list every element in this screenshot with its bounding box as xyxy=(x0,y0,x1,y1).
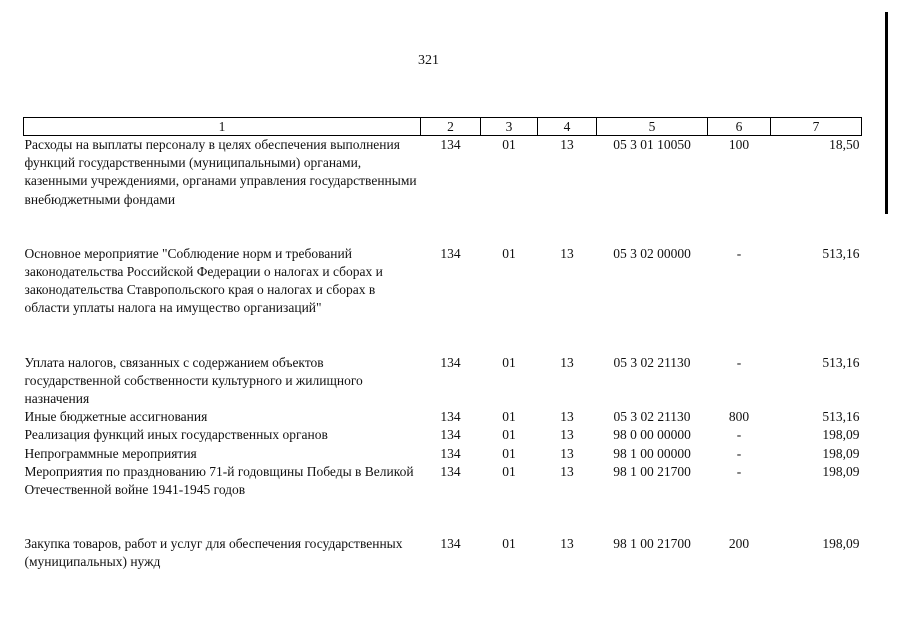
header-col-3: 3 xyxy=(481,118,538,136)
row-col-5: 05 3 02 21130 xyxy=(613,354,691,370)
row-col-4: 13 xyxy=(560,463,574,479)
header-col-5: 5 xyxy=(597,118,708,136)
page-number: 321 xyxy=(418,53,439,68)
row-col-5: 05 3 01 10050 xyxy=(613,137,691,152)
row-col-3: 01 xyxy=(502,463,516,479)
row-name: Непрограммные мероприятия xyxy=(24,445,197,461)
row-col-6: - xyxy=(736,354,742,370)
header-col-1: 1 xyxy=(24,118,421,136)
row-col-2: 134 xyxy=(440,245,461,261)
row-col-4: 13 xyxy=(560,245,574,261)
row-col-6: - xyxy=(736,445,742,461)
row-name: Основное мероприятие "Соблюдение норм и требований законодательства Российской Федерации о налогах и сборах и законодательства Ставропольского края о налогах и сборах в области уплаты налога на имущество организаций" xyxy=(24,245,383,316)
row-col-4: 13 xyxy=(560,137,574,152)
row-col-6: - xyxy=(736,245,742,261)
row-col-7: 18,50 xyxy=(829,137,860,152)
row-col-2: 134 xyxy=(440,354,461,370)
row-name: Мероприятия по празднованию 71-й годовщины Победы в Великой Отечественной войне 1941-1945 годов xyxy=(24,463,414,498)
row-name: Расходы на выплаты персоналу в целях обеспечения выполнения функций государственными (муниципальными) органами, казенными учреждениями, органами управления государственными внебюджетными фондами xyxy=(24,137,417,207)
header-row xyxy=(24,118,862,136)
table-body xyxy=(24,136,862,572)
header-col-7: 7 xyxy=(771,118,862,136)
row-name: Иные бюджетные ассигнования xyxy=(24,409,208,425)
row-col-4: 13 xyxy=(560,409,574,425)
row-col-3: 01 xyxy=(502,409,516,425)
row-col-4: 13 xyxy=(560,427,574,443)
scan-edge-bar xyxy=(885,12,888,214)
row-col-6: - xyxy=(736,463,742,479)
row-col-2: 134 xyxy=(440,445,461,461)
row-col-6: - xyxy=(736,427,742,443)
row-col-2: 134 xyxy=(440,137,461,152)
row-col-7: 513,16 xyxy=(822,245,860,261)
table-row xyxy=(24,354,862,409)
row-col-3: 01 xyxy=(502,245,516,261)
table-row xyxy=(24,535,862,571)
row-col-6: 800 xyxy=(728,409,750,425)
row-col-2: 134 xyxy=(440,409,461,425)
row-col-6: 200 xyxy=(728,536,750,552)
row-col-2: 134 xyxy=(440,536,461,552)
row-col-2: 134 xyxy=(440,427,461,443)
row-col-7: 513,16 xyxy=(822,409,860,425)
row-col-7: 513,16 xyxy=(822,354,860,370)
row-col-5: 98 1 00 00000 xyxy=(613,445,691,461)
table-row xyxy=(24,426,862,444)
row-col-7: 198,09 xyxy=(822,463,860,479)
row-col-3: 01 xyxy=(502,137,516,152)
row-col-3: 01 xyxy=(502,427,516,443)
row-col-6: 100 xyxy=(728,137,750,152)
budget-table xyxy=(23,117,862,572)
table-header xyxy=(24,118,862,136)
table-row xyxy=(24,245,862,354)
row-col-3: 01 xyxy=(502,536,516,552)
row-col-5: 05 3 02 00000 xyxy=(613,245,691,261)
row-col-2: 134 xyxy=(440,463,461,479)
header-col-6: 6 xyxy=(708,118,771,136)
row-col-3: 01 xyxy=(502,445,516,461)
row-name: Закупка товаров, работ и услуг для обеспечения государственных (муниципальных) нужд xyxy=(24,536,403,570)
row-name: Реализация функций иных государственных органов xyxy=(24,427,328,443)
row-col-5: 98 0 00 00000 xyxy=(613,427,691,443)
row-col-4: 13 xyxy=(560,354,574,370)
row-col-5: 98 1 00 21700 xyxy=(613,463,691,479)
table-row xyxy=(24,445,862,463)
table-row xyxy=(24,463,862,535)
row-col-5: 98 1 00 21700 xyxy=(613,536,691,552)
row-col-4: 13 xyxy=(560,536,574,552)
header-col-2: 2 xyxy=(421,118,481,136)
row-col-7: 198,09 xyxy=(822,536,860,552)
row-col-7: 198,09 xyxy=(822,445,860,461)
row-col-3: 01 xyxy=(502,354,516,370)
table-row xyxy=(24,408,862,426)
table-row xyxy=(24,136,862,245)
row-name: Уплата налогов, связанных с содержанием объектов государственной собственности культурного и жилищного назначения xyxy=(24,354,363,407)
row-col-5: 05 3 02 21130 xyxy=(613,409,691,425)
header-col-4: 4 xyxy=(538,118,597,136)
row-col-4: 13 xyxy=(560,445,574,461)
row-col-7: 198,09 xyxy=(822,427,860,443)
